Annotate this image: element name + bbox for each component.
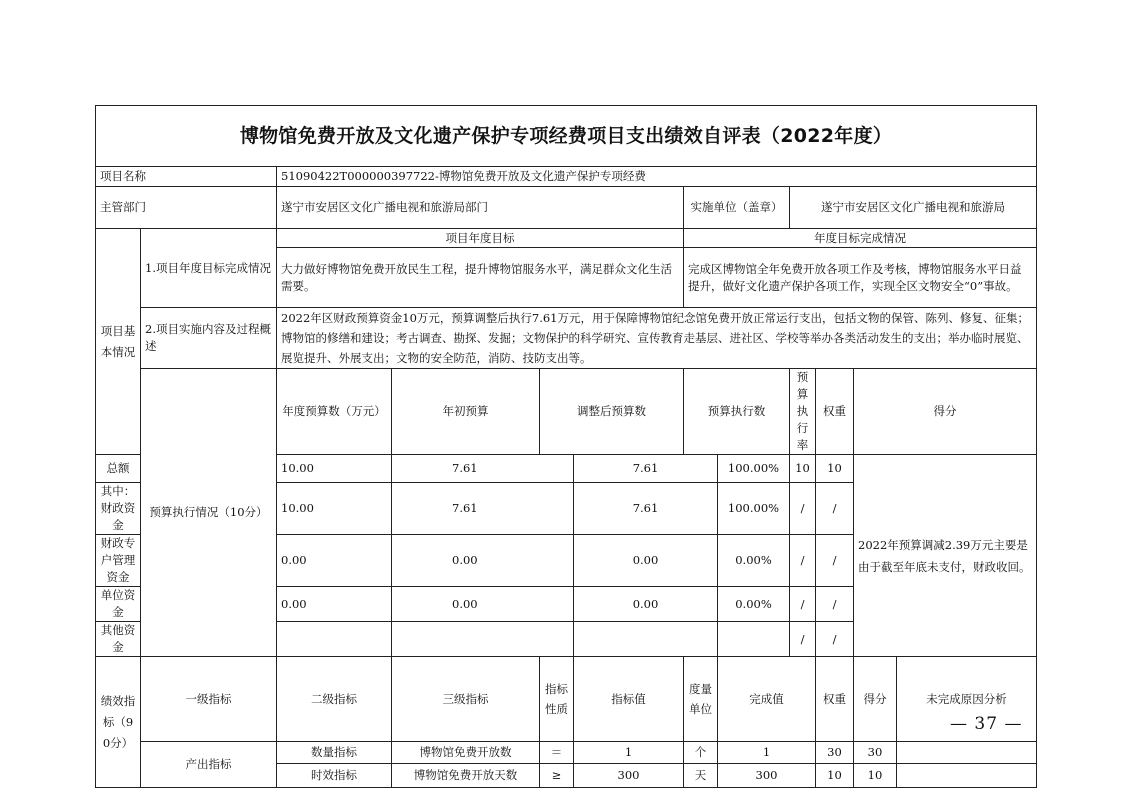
budget-row-executed [574,622,718,657]
evaluation-form [95,105,1036,788]
perf-row-actual: 1 [718,742,816,764]
budget-row-weight: 10 [790,455,816,483]
budget-row-score: / [816,483,854,535]
perf-header-level1: 一级指标 [141,657,277,742]
perf-row-split [854,742,1036,763]
impl-unit-label: 实施单位（盖章） [684,187,790,229]
budget-row-weight: / [790,587,816,622]
budget-row-name: 总额 [96,455,141,483]
form-title: 博物馆免费开放及文化遗产保护专项经费项目支出绩效自评表（2022年度） [96,106,1037,167]
perf-row-split [854,764,1036,787]
budget-row-score: 10 [816,455,854,483]
perf-header-analysis-text: 未完成原因分析 [926,691,1007,706]
project-name-value: 51090422T000000397722-博物馆免费开放及文化遗产保护专项经费 [277,167,1037,187]
budget-header-initial: 年初预算 [392,369,540,455]
perf-row-score: 30 [854,742,897,763]
budget-header-executed: 预算执行数 [684,369,790,455]
perf-level1: 产出指标 [141,742,277,788]
budget-section-label: 预算执行情况（10分） [141,369,277,657]
department-label: 主管部门 [96,187,277,229]
budget-row-name: 单位资金 [96,587,141,622]
perf-row-analysis [897,742,1037,763]
budget-row-initial: 10.00 [277,483,392,535]
basic-row1-goal: 大力做好博物馆免费开放民生工程，提升博物馆服务水平，满足群众文化生活需要。 [277,248,684,308]
budget-row-executed: 0.00 [574,587,718,622]
perf-row-nature: ≥ [540,764,574,788]
budget-row-initial: 10.00 [277,455,392,483]
perf-header-weight: 权重 [816,657,854,742]
perf-row-tail [854,764,1037,788]
perf-row-level2: 数量指标 [277,742,392,764]
perf-row-actual: 300 [718,764,816,788]
budget-row-weight: / [790,622,816,657]
basic-row1-completion: 完成区博物馆全年免费开放各项工作及考核，博物馆服务水平日益提升，做好文化遗产保护各项工作，实现全区文物安全“0”事故。 [684,248,1037,308]
basic-row2-label: 2.项目实施内容及过程概述 [141,308,277,369]
perf-header-unit: 度量单位 [684,657,718,742]
perf-row-level2: 时效指标 [277,764,392,788]
completion-header: 年度目标完成情况 [684,229,1037,248]
goal-header: 项目年度目标 [277,229,684,248]
perf-row-weight: 10 [816,764,854,788]
perf-row-level3: 博物馆免费开放数 [392,742,540,764]
perf-row [96,742,1037,764]
budget-row-rate: 100.00% [718,483,790,535]
impl-unit-value: 遂宁市安居区文化广播电视和旅游局 [790,187,1037,229]
budget-header-weight: 权重 [816,369,854,455]
budget-row-weight: / [790,535,816,587]
perf-row-target: 1 [574,742,684,764]
budget-row-adjusted: 7.61 [392,483,574,535]
perf-row-unit: 天 [684,764,718,788]
budget-row-adjusted [392,622,574,657]
budget-row-score: / [816,622,854,657]
budget-header-annual: 年度预算数（万元） [277,369,392,455]
budget-header-adjusted: 调整后预算数 [540,369,684,455]
budget-header-rate: 预算执行率 [790,369,816,455]
budget-row-score: / [816,535,854,587]
budget-row-rate: 0.00% [718,535,790,587]
department-value: 遂宁市安居区文化广播电视和旅游局部门 [277,187,684,229]
perf-row-target: 300 [574,764,684,788]
budget-row-executed: 7.61 [574,455,718,483]
budget-row-initial: 0.00 [277,535,392,587]
budget-row-name: 其中：财政资金 [96,483,141,535]
basic-row2-content: 2022年区财政预算资金10万元，预算调整后执行7.61万元，用于保障博物馆纪念馆免费开放正常运行支出，包括文物的保管、陈列、修复、征集；博物馆的修缮和建设；考古调查、勘探、发掘；文物保护的科学研究、宣传教育走基层、进社区、学校等举办各类活动发生的支出；举办临时展览、展览提升、外展支出；文物的安全防范，消防、技防支出等。 [277,308,1037,369]
page-number: — 37 — [950,714,1023,734]
budget-row-rate [718,622,790,657]
budget-row-score: / [816,587,854,622]
budget-row-adjusted: 7.61 [392,455,574,483]
budget-row-adjusted: 0.00 [392,587,574,622]
evaluation-table [95,105,1037,788]
performance-section-label: 绩效指标（90分） [96,657,141,788]
budget-row-initial: 0.00 [277,587,392,622]
perf-header-score: 得分 [854,657,897,741]
budget-row-executed: 0.00 [574,535,718,587]
perf-row-unit: 个 [684,742,718,764]
perf-header-actual: 完成值 [718,657,816,742]
budget-reason: 2022年预算调减2.39万元主要是由于截至年底未支付，财政收回。 [854,455,1037,657]
perf-header-level3: 三级指标 [392,657,540,742]
budget-row-executed: 7.61 [574,483,718,535]
budget-row-initial [277,622,392,657]
budget-header-score: 得分 [854,369,1037,455]
perf-header-level2: 二级指标 [277,657,392,742]
basic-section-label: 项目基本情况 [96,229,141,455]
budget-row-name: 其他资金 [96,622,141,657]
budget-row-rate: 0.00% [718,587,790,622]
perf-row-weight: 30 [816,742,854,764]
basic-row1-label: 1.项目年度目标完成情况 [141,229,277,308]
perf-row-score: 10 [854,764,897,787]
perf-row-tail [854,742,1037,764]
perf-row-level3: 博物馆免费开放天数 [392,764,540,788]
perf-header-target: 指标值 [574,657,684,742]
perf-header-nature: 指标性质 [540,657,574,742]
budget-row-name: 财政专户管理资金 [96,535,141,587]
budget-row-weight: / [790,483,816,535]
budget-row-rate: 100.00% [718,455,790,483]
perf-row-nature: ＝ [540,742,574,764]
project-name-label: 项目名称 [96,167,277,187]
budget-row-adjusted: 0.00 [392,535,574,587]
perf-row-analysis [897,764,1037,787]
